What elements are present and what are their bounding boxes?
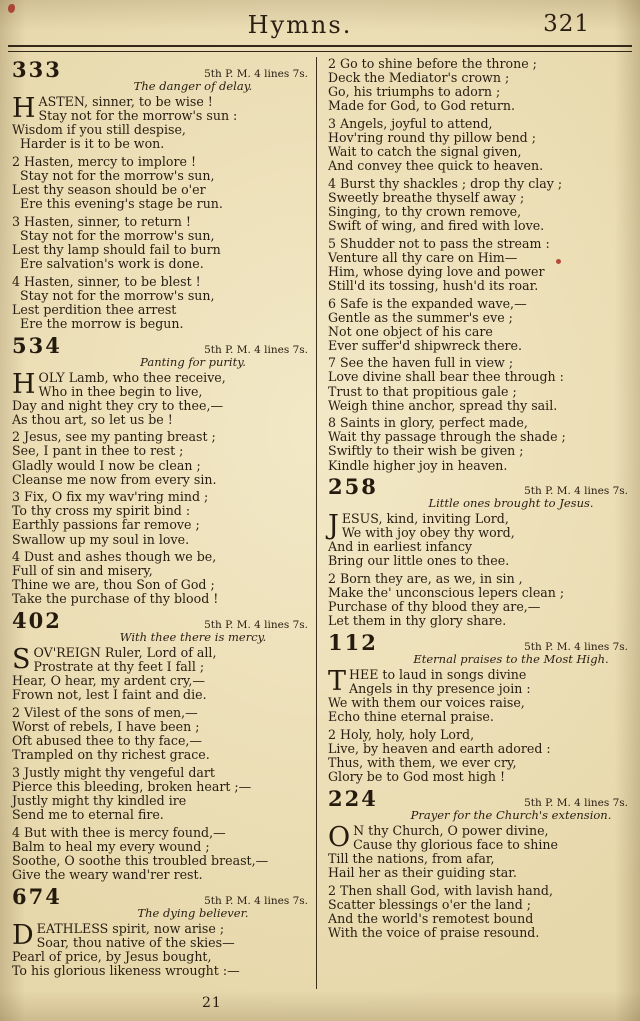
- stanza-line: Lest thy season should be o'er: [12, 182, 206, 198]
- stanza-line: Take the purchase of thy blood !: [12, 591, 219, 607]
- stanza-line: 4 But with thee is mercy found,—: [12, 824, 226, 840]
- stanza-line: Lest thy lamp should fail to burn: [12, 241, 221, 257]
- stanza-line: Justly might thy kindled ire: [12, 792, 187, 808]
- stanza-line: With the voice of praise resound.: [328, 924, 540, 940]
- stanza-line: Soar, thou native of the skies—: [36, 934, 235, 950]
- stanza: [12, 490, 312, 546]
- stanza-line: Swift of wing, and fired with love.: [328, 218, 545, 234]
- stanza-line: Made for God, to God return.: [328, 98, 516, 114]
- stanza-line: Send me to eternal fire.: [12, 807, 164, 823]
- hymn-subtitle: The danger of delay.: [133, 79, 253, 93]
- stanza-line: We with them our voices raise,: [328, 695, 525, 711]
- stanza-line: 2 Vilest of the sons of men,—: [12, 704, 198, 720]
- stanza: [328, 884, 632, 940]
- hymn-number: 112: [328, 629, 378, 655]
- stanza: [12, 368, 312, 427]
- hymn-number: 534: [12, 332, 62, 358]
- hymn-heading-row: [328, 474, 632, 500]
- drop-cap-initial: D: [12, 919, 34, 951]
- hymn-subtitle: Prayer for the Church's extension.: [410, 807, 612, 822]
- hymn-heading-row: [328, 629, 632, 655]
- stanza-line: 3 Fix, O fix my wav'ring mind ;: [12, 489, 209, 505]
- stanza-line: Harder is it to be won.: [12, 136, 165, 152]
- hymn-heading: [12, 59, 312, 93]
- stanza-line: Weigh thine anchor, spread thy sail.: [328, 397, 558, 413]
- stanza-line: Let them in thy glory share.: [328, 613, 507, 629]
- stanza-line: 2 Then shall God, with lavish hand,: [328, 882, 553, 898]
- stanza-line: Wait to catch the signal given,: [328, 144, 522, 160]
- stanza-line: Hear, O hear, my ardent cry,—: [12, 673, 206, 689]
- stanza-line: Stay not for the morrow's sun,: [12, 167, 215, 183]
- stanza: [12, 919, 312, 978]
- hymn-subtitle: The dying believer.: [137, 905, 249, 920]
- stanza-line: ASTEN, sinner, to be wise !: [38, 94, 213, 109]
- stanza-line: 4 Dust and ashes though we be,: [12, 549, 217, 565]
- stanza-line: Ere salvation's work is done.: [12, 256, 204, 272]
- drop-cap-initial: S: [12, 644, 31, 675]
- hymn-heading: [328, 629, 632, 666]
- stanza-line: 2 Go to shine before the throne ;: [328, 56, 537, 71]
- stanza-line: Soothe, O soothe this troubled breast,—: [12, 852, 269, 868]
- stanza-line: And in earliest infancy: [328, 539, 473, 555]
- hymn-subtitle: Eternal praises to the Most High.: [413, 651, 609, 666]
- stanza-line: Kindle higher joy in heaven.: [328, 457, 508, 473]
- drop-cap-initial: H: [12, 368, 36, 400]
- stanza: [12, 155, 312, 211]
- stanza-line: Oft abused thee to thy face,—: [12, 733, 203, 749]
- stanza-line: HEE to laud in songs divine: [349, 666, 527, 682]
- stanza-line: We with joy obey thy word,: [341, 525, 515, 541]
- stanza-line: To his glorious likeness wrought :—: [12, 962, 240, 978]
- stanza: [328, 728, 632, 784]
- drop-cap-initial: H: [12, 93, 36, 124]
- left-column: [10, 55, 316, 993]
- stanza-line: As thou art, so let us be !: [12, 411, 173, 427]
- stanza-line: Live, by heaven and earth adored :: [328, 740, 551, 756]
- stanza: [328, 237, 632, 293]
- stanza-line: Not one object of his care: [328, 323, 493, 339]
- drop-cap-initial: O: [328, 821, 351, 853]
- hymn-heading: [328, 476, 632, 510]
- stanza-line: Echo thine eternal praise.: [328, 709, 494, 725]
- stanza-line: Go, his triumphs to adorn ;: [328, 84, 501, 100]
- stanza: [328, 821, 632, 880]
- hymn-number: 258: [328, 474, 378, 500]
- text-columns: [10, 55, 632, 993]
- stanza: [328, 356, 632, 412]
- stanza-line: OV'REIGN Ruler, Lord of all,: [33, 645, 217, 660]
- hymn-number: 224: [328, 785, 378, 811]
- hymn-number: 402: [12, 608, 62, 633]
- stanza-line: 3 Hasten, sinner, to return !: [12, 213, 191, 229]
- stanza-line: Ever suffer'd shipwreck there.: [328, 337, 523, 353]
- stanza: [12, 430, 312, 486]
- stanza-line: Balm to heal my every wound ;: [12, 838, 210, 854]
- stanza-line: Wisdom if you still despise,: [12, 122, 186, 138]
- hymn-heading-row: [12, 610, 312, 631]
- right-column: [317, 55, 632, 993]
- stanza-line: 3 Justly might thy vengeful dart: [12, 764, 215, 780]
- stanza-line: Wait thy passage through the shade ;: [328, 429, 566, 445]
- hymn-number: 674: [12, 883, 62, 909]
- stanza-line: Till the nations, from afar,: [328, 850, 495, 866]
- stanza-line: Frown not, lest I faint and die.: [12, 687, 207, 703]
- stanza-line: Earthly passions far remove ;: [12, 517, 200, 533]
- stanza-line: Hov'ring round thy pillow bend ;: [328, 129, 536, 145]
- stanza: [12, 826, 312, 882]
- hymn-meter: 5th P. M. 4 lines 7s.: [524, 485, 628, 498]
- stanza-line: Gentle as the summer's eve ;: [328, 309, 513, 325]
- stanza-line: Thus, with them, we ever cry,: [328, 754, 517, 770]
- stanza-line: And the world's remotest bound: [328, 910, 534, 926]
- stanza-line: Full of sin and misery,: [12, 563, 153, 579]
- signature-number: 21: [202, 995, 222, 1011]
- stanza-line: Him, whose dying love and power: [328, 263, 545, 279]
- stanza-line: 5 Shudder not to pass the stream :: [328, 235, 550, 251]
- stanza-line: Prostrate at thy feet I fall ;: [33, 659, 205, 675]
- stanza-line: Swiftly to their wish be given ;: [328, 443, 524, 459]
- stanza-line: Venture all thy care on Him—: [328, 249, 518, 265]
- stanza-line: Pierce this bleeding, broken heart ;—: [12, 778, 252, 794]
- stanza-line: 2 Holy, holy, holy Lord,: [328, 726, 475, 742]
- hymn-heading: [12, 883, 312, 920]
- stanza-line: EATHLESS spirit, now arise ;: [36, 920, 225, 936]
- hymn-meter: 5th P. M. 4 lines 7s.: [204, 894, 308, 907]
- stanza-line: Bring our little ones to thee.: [328, 553, 510, 569]
- hymn-subtitle: Panting for purity.: [140, 354, 246, 369]
- stanza-line: To thy cross my spirit bind :: [12, 503, 191, 519]
- stanza-line: Angels in thy presence join :: [349, 680, 531, 696]
- stanza-line: Stay not for the morrow's sun,: [12, 287, 215, 303]
- drop-cap-initial: J: [328, 510, 339, 542]
- stanza-line: Cause thy glorious face to shine: [353, 836, 558, 852]
- hymn-meter: 5th P. M. 4 lines 7s.: [204, 343, 308, 356]
- stanza: [328, 416, 632, 472]
- stanza-line: Pearl of price, by Jesus bought,: [12, 948, 212, 964]
- stanza-line: See, I pant in thee to rest ;: [12, 443, 184, 459]
- stanza-line: Lest perdition thee arrest: [12, 301, 177, 317]
- stanza-line: Worst of rebels, I have been ;: [12, 718, 200, 734]
- stanza-line: Ere the morrow is begun.: [12, 315, 184, 331]
- stanza-line: 3 Angels, joyful to attend,: [328, 115, 493, 131]
- stanza-line: Who in thee begin to live,: [38, 383, 203, 399]
- hymn-meter: 5th P. M. 4 lines 7s.: [524, 640, 628, 653]
- stanza: [12, 550, 312, 606]
- stanza: [12, 706, 312, 762]
- stanza-line: N thy Church, O power divine,: [353, 822, 549, 838]
- stanza-line: Sweetly breathe thyself away ;: [328, 189, 525, 205]
- page-number: 321: [543, 11, 590, 37]
- hymn-subtitle: With thee there is mercy.: [119, 630, 267, 644]
- stanza-line: 2 Born they are, as we, in sin ,: [328, 571, 523, 586]
- stanza-line: Ere this evening's stage be run.: [12, 196, 223, 212]
- hymn-heading-row: [12, 332, 312, 358]
- stanza-line: Make the' unconscious lepers clean ;: [328, 585, 565, 601]
- stanza: [328, 512, 632, 568]
- hymn-subtitle: Little ones brought to Jesus.: [428, 496, 594, 511]
- stanza-line: Stay not for the morrow's sun :: [38, 108, 238, 124]
- stanza-line: Cleanse me now from every sin.: [12, 471, 217, 487]
- stanza-line: 2 Hasten, mercy to implore !: [12, 153, 197, 169]
- stanza-line: Hail her as their guiding star.: [328, 864, 517, 880]
- stanza-line: Deck the Mediator's crown ;: [328, 70, 510, 86]
- stanza-line: Gladly would I now be clean ;: [12, 457, 201, 473]
- page-title: Hymns.: [247, 11, 353, 39]
- hymn-heading: [12, 332, 312, 369]
- stanza-line: Purchase of thy blood they are,—: [328, 599, 541, 615]
- hymn-meter: 5th P. M. 4 lines 7s.: [204, 68, 308, 80]
- hymn-heading-row: [12, 59, 312, 80]
- stanza: [12, 766, 312, 822]
- stanza-line: Scatter blessings o'er the land ;: [328, 896, 532, 912]
- hymn-number: 333: [12, 57, 62, 82]
- stanza-line: And convey thee quick to heaven.: [328, 158, 544, 174]
- stanza-line: Give the weary wand'rer rest.: [12, 866, 203, 882]
- hymn-heading-row: [12, 883, 312, 909]
- stanza-line: 2 Jesus, see my panting breast ;: [12, 429, 216, 445]
- stanza-line: OLY Lamb, who thee receive,: [38, 369, 226, 385]
- stanza: [12, 275, 312, 331]
- stanza-line: Glory be to God most high !: [328, 769, 506, 785]
- stanza-line: Singing, to thy crown remove,: [328, 203, 522, 219]
- stanza-line: 4 Burst thy shackles ; drop thy clay ;: [328, 175, 563, 191]
- stanza-line: 6 Safe is the expanded wave,—: [328, 295, 527, 311]
- stanza: [328, 57, 632, 113]
- stanza: [12, 646, 312, 702]
- hymn-meter: 5th P. M. 4 lines 7s.: [524, 796, 628, 809]
- stanza-line: 8 Saints in glory, perfect made,: [328, 415, 528, 431]
- stanza: [12, 95, 312, 151]
- stanza-line: ESUS, kind, inviting Lord,: [341, 511, 509, 527]
- stanza-line: Thine we are, thou Son of God ;: [12, 577, 215, 593]
- stanza-line: Swallow up my soul in love.: [12, 531, 190, 547]
- stanza-line: Stay not for the morrow's sun,: [12, 227, 215, 243]
- stanza: [328, 572, 632, 628]
- stanza-line: Love divine shall bear thee through :: [328, 369, 564, 385]
- stanza: [328, 177, 632, 233]
- header-double-rule: [8, 45, 632, 52]
- hymn-meter: 5th P. M. 4 lines 7s.: [204, 619, 308, 631]
- stanza: [12, 215, 312, 271]
- hymn-heading: [328, 785, 632, 822]
- stanza: [328, 297, 632, 353]
- stanza-line: 7 See the haven full in view ;: [328, 355, 514, 371]
- hymn-heading: [12, 610, 312, 644]
- stanza-line: Trust to that propitious gale ;: [328, 383, 517, 399]
- stanza-line: Still'd its tossing, hush'd its roar.: [328, 277, 539, 293]
- hymn-heading-row: [328, 785, 632, 811]
- stanza: [328, 665, 632, 725]
- stanza-line: Day and night they cry to thee,—: [12, 397, 224, 413]
- stanza: [328, 117, 632, 173]
- stanza-line: Trampled on thy richest grace.: [12, 747, 210, 763]
- drop-cap-initial: T: [328, 665, 347, 697]
- stanza-line: 4 Hasten, sinner, to be blest !: [12, 273, 201, 289]
